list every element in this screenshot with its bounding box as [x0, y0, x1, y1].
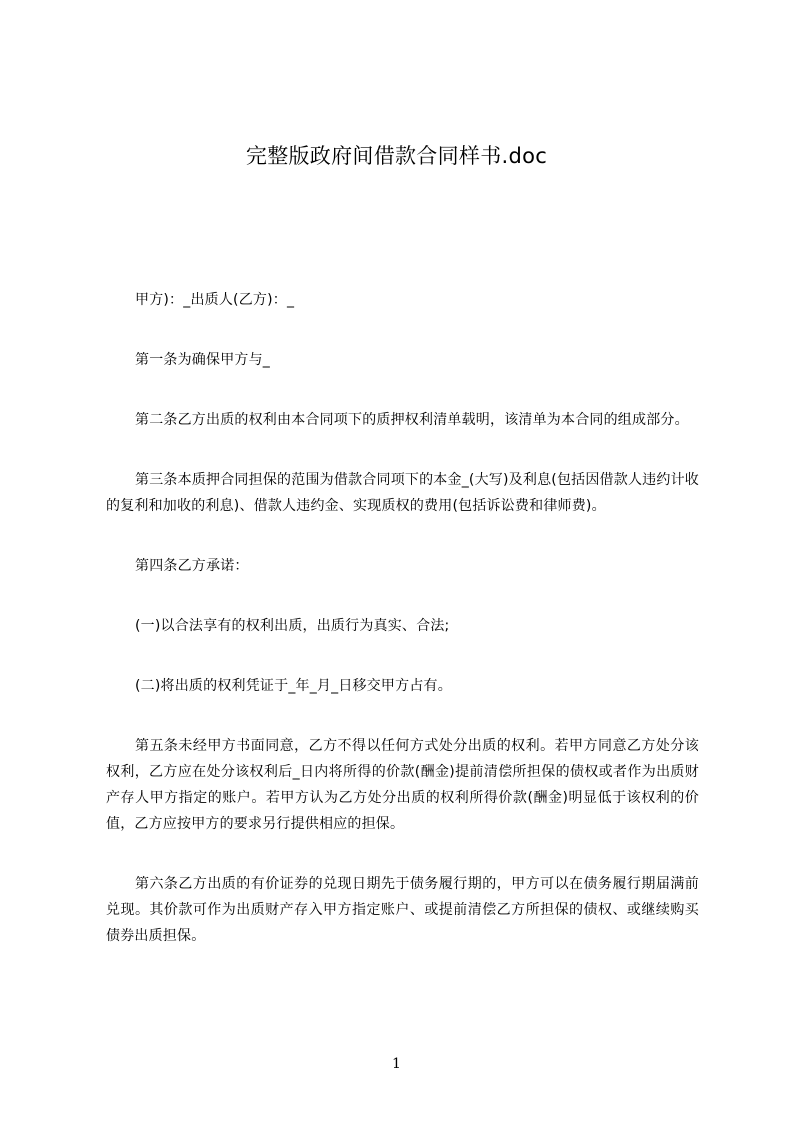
- paragraph-article-2: 第二条乙方出质的权利由本合同项下的质押权利清单载明，该清单为本合同的组成部分。: [135, 412, 689, 428]
- paragraph-article-5: 第五条未经甲方书面同意，乙方不得以任何方式处分出质的权利。若甲方同意乙方处分该权利，乙方应在处分该权利后_日内将所得的价款(酬金)提前清偿所担保的债权或者作为出质财产存人甲方指定的账户。若甲方认为乙方处分出质的权利所得价款(酬金)明显低于该权利的价值，乙方应按甲方的要求另行提供相应的担保。: [106, 738, 699, 832]
- paragraph-article-3: 第三条本质押合同担保的范围为借款合同项下的本金_(大写)及利息(包括因借款人违约计收的复利和加收的利息)、借款人违约金、实现质权的费用(包括诉讼费和律师费)。: [106, 472, 699, 514]
- paragraph-article-6: 第六条乙方出质的有价证券的兑现日期先于债务履行期的，甲方可以在债务履行期届满前兑现。其价款可作为出质财产存入甲方指定账户、或提前清偿乙方所担保的债权、或继续购买债券出质担保。: [106, 876, 699, 944]
- paragraph-parties: 甲方)：_出质人(乙方)：_: [135, 292, 295, 308]
- page-number: 1: [392, 1056, 401, 1072]
- paragraph-article-1: 第一条为确保甲方与_: [135, 352, 270, 368]
- paragraph-article-4: 第四条乙方承诺：: [135, 558, 249, 574]
- paragraph-article-4-item-1: (一)以合法享有的权利出质，出质行为真实、合法;: [135, 618, 450, 634]
- paragraph-article-4-item-2: (二)将出质的权利凭证于_年_月_日移交甲方占有。: [135, 678, 452, 694]
- document-title: 完整版政府间借款合同样书.doc: [245, 144, 548, 168]
- document-body: [106, 287, 699, 983]
